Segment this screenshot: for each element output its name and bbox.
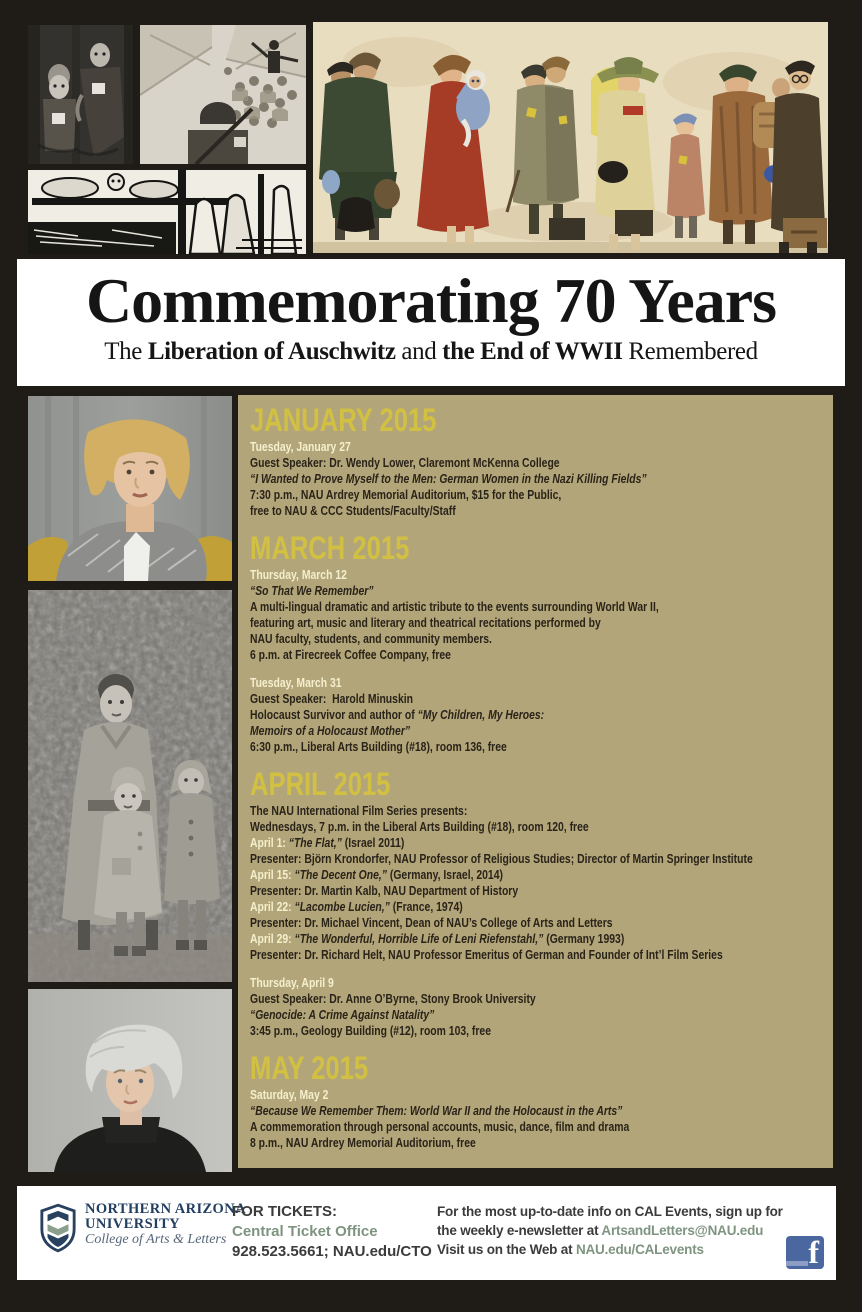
newsletter-info-block [437,1202,783,1259]
text-segment: “Lacombe Lucien,” [294,899,390,914]
text-segment: “The Flat,” [288,835,342,850]
event-line [250,1119,833,1135]
event-line [250,647,833,663]
event-block [250,1087,833,1151]
nau-logo [39,1202,246,1254]
event-line [250,599,833,615]
text-segment: Presenter: Björn Krondorfer, NAU Professor of Religious Studies; Director of Martin Springer Institute [250,851,753,866]
event-block [250,439,833,519]
info-line [437,1202,783,1221]
event-line [250,739,833,755]
text-segment: 6 p.m. at Firecreek Coffee Company, free [250,647,451,662]
event-line [250,803,833,819]
text-segment: the End of WWII [442,338,623,365]
text-segment: Remembered [622,338,758,365]
event-line [250,1087,833,1103]
event-line [250,455,833,471]
event-section [250,767,833,1039]
text-segment: For the most up-to-date info on CAL Events, sign up for [437,1204,783,1219]
event-line [250,883,833,899]
text-segment: “I Wanted to Prove Myself to the Men: German Women in the Nazi Killing Fields” [250,471,647,486]
text-segment: (Israel 2011) [341,835,405,850]
text-segment: Visit us on the Web at [437,1242,576,1257]
event-line [250,583,833,599]
text-segment: (Germany, Israel, 2014) [386,867,503,882]
text-segment: Presenter: Dr. Martin Kalb, NAU Department of History [250,883,519,898]
text-segment: 3:45 p.m., Geology Building (#12), room 103, free [250,1023,491,1038]
text-segment: Presenter: Dr. Michael Vincent, Dean of NAU’s College of Arts and Letters [250,915,613,930]
text-segment: “So That We Remember” [250,583,374,598]
artwork-painting-deportation [313,22,828,253]
painting-deportation-image [313,22,828,253]
text-segment: the weekly e-newsletter at [437,1223,602,1238]
link-text[interactable]: NAU.edu/CALevents [575,1242,704,1257]
text-segment: The NAU International Film Series presents: [250,803,468,818]
event-line [250,915,833,931]
text-segment: A commemoration through personal accounts, music, dance, film and drama [250,1119,630,1134]
event-line [250,615,833,631]
text-segment: “The Decent One,” [294,867,387,882]
event-line [250,487,833,503]
text-segment: Guest Speaker: Dr. Anne O’Byrne, Stony Brook University [250,991,536,1006]
event-block [250,675,833,755]
event-line [250,819,833,835]
photo-2-image [28,590,232,982]
info-line [437,1240,783,1259]
nau-shield-icon [39,1202,77,1254]
event-block [250,567,833,663]
text-segment: 7:30 p.m., NAU Ardrey Memorial Auditorium, $15 for the Public, [250,487,562,502]
event-line [250,723,833,739]
text-segment: “Genocide: A Crime Against Natality” [250,1007,435,1022]
event-block [250,975,833,1039]
text-segment: Tuesday, March 31 [250,675,342,690]
photo-1-image [28,396,232,581]
event-line [250,1103,833,1119]
artwork-drawing-children [28,25,133,164]
text-segment: featuring art, music and literary and theatrical recitations performed by [250,615,601,630]
text-segment: April 22: [250,899,295,914]
event-section [250,531,833,755]
text-segment: Thursday, April 9 [250,975,334,990]
org-name-line1: NORTHERN ARIZONA [85,1201,246,1217]
tickets-block [232,1202,432,1262]
artwork-drawing-bunks [28,170,306,254]
text-segment: Guest Speaker: Dr. Wendy Lower, Claremont McKenna College [250,455,560,470]
event-line [250,691,833,707]
tickets-phone[interactable]: 928.523.5661; NAU.edu/CTO [232,1243,432,1260]
tickets-label: FOR TICKETS: [232,1203,337,1220]
text-segment: “My Children, My Heroes: [417,707,545,722]
events-content [250,403,833,1151]
text-segment: Wednesdays, 7 p.m. in the Liberal Arts Building (#18), room 120, free [250,819,589,834]
section-heading: JANUARY 2015 [250,402,437,438]
event-line [250,931,833,947]
text-segment: “The Wonderful, Horrible Life of Leni Riefenstahl,” [294,931,544,946]
photo-3-image [28,989,232,1172]
org-name-line2: UNIVERSITY [85,1216,181,1232]
photo-guest-speaker-obyrne [28,989,232,1172]
event-line [250,851,833,867]
event-block [250,803,833,963]
text-segment: Tuesday, January 27 [250,439,351,454]
text-segment: April 15: [250,867,295,882]
section-heading: MAY 2015 [250,1050,369,1086]
text-segment: April 1: [250,835,289,850]
text-segment: (France, 1974) [389,899,463,914]
drawing-children-image [28,25,133,164]
event-section [250,1051,833,1151]
event-line [250,835,833,851]
event-line [250,567,833,583]
text-segment: Holocaust Survivor and author of [250,707,418,722]
event-line [250,675,833,691]
text-segment: “Because We Remember Them: World War II and the Holocaust in the Arts” [250,1103,623,1118]
text-segment: NAU faculty, students, and community members. [250,631,492,646]
event-line [250,471,833,487]
facebook-icon-bar [786,1261,808,1266]
title-banner [17,259,845,386]
event-line [250,1135,833,1151]
event-line [250,991,833,1007]
event-line [250,1023,833,1039]
text-segment: A multi-lingual dramatic and artistic tribute to the events surrounding World War II, [250,599,659,614]
drawing-bunks-image [28,170,306,254]
info-line [437,1221,783,1240]
text-segment: 8 p.m., NAU Ardrey Memorial Auditorium, free [250,1135,476,1150]
text-segment: Saturday, May 2 [250,1087,329,1102]
event-line [250,867,833,883]
text-segment: April 29: [250,931,295,946]
event-line [250,1007,833,1023]
facebook-icon[interactable] [786,1236,824,1269]
org-college: College of Arts & Letters [85,1232,227,1247]
text-segment: Memoirs of a Holocaust Mother” [250,723,411,738]
event-section [250,403,833,519]
text-segment: The [104,338,148,365]
tickets-office[interactable]: Central Ticket Office [232,1223,378,1240]
text-segment: Guest Speaker: Harold Minuskin [250,691,413,706]
photo-guest-speaker-lower [28,396,232,581]
event-line [250,503,833,519]
event-line [250,975,833,991]
text-segment: and [395,338,443,365]
event-line [250,947,833,963]
section-heading: MARCH 2015 [250,530,410,566]
section-heading: APRIL 2015 [250,766,391,802]
poster-subtitle [17,337,845,367]
text-segment: 6:30 p.m., Liberal Arts Building (#18), room 136, free [250,739,507,754]
event-line [250,631,833,647]
text-segment: (Germany 1993) [543,931,625,946]
facebook-f-glyph: f [808,1234,819,1270]
text-segment: Presenter: Dr. Richard Helt, NAU Professor Emeritus of German and Founder of Int’l Film Series [250,947,723,962]
text-segment: free to NAU & CCC Students/Faculty/Staff [250,503,456,518]
events-panel [238,395,833,1168]
footer [17,1186,836,1280]
poster-title: Commemorating 70 Years [85,265,777,336]
text-segment: Thursday, March 12 [250,567,347,582]
drawing-roundup-image [140,25,306,164]
event-line [250,439,833,455]
nau-wordmark [85,1202,246,1248]
text-segment: Liberation of Auschwitz [147,338,396,365]
artwork-drawing-roundup [140,25,306,164]
photo-historical-mother-children [28,590,232,982]
link-text[interactable]: ArtsandLetters@NAU.edu [601,1223,764,1238]
event-line [250,707,833,723]
event-line [250,899,833,915]
